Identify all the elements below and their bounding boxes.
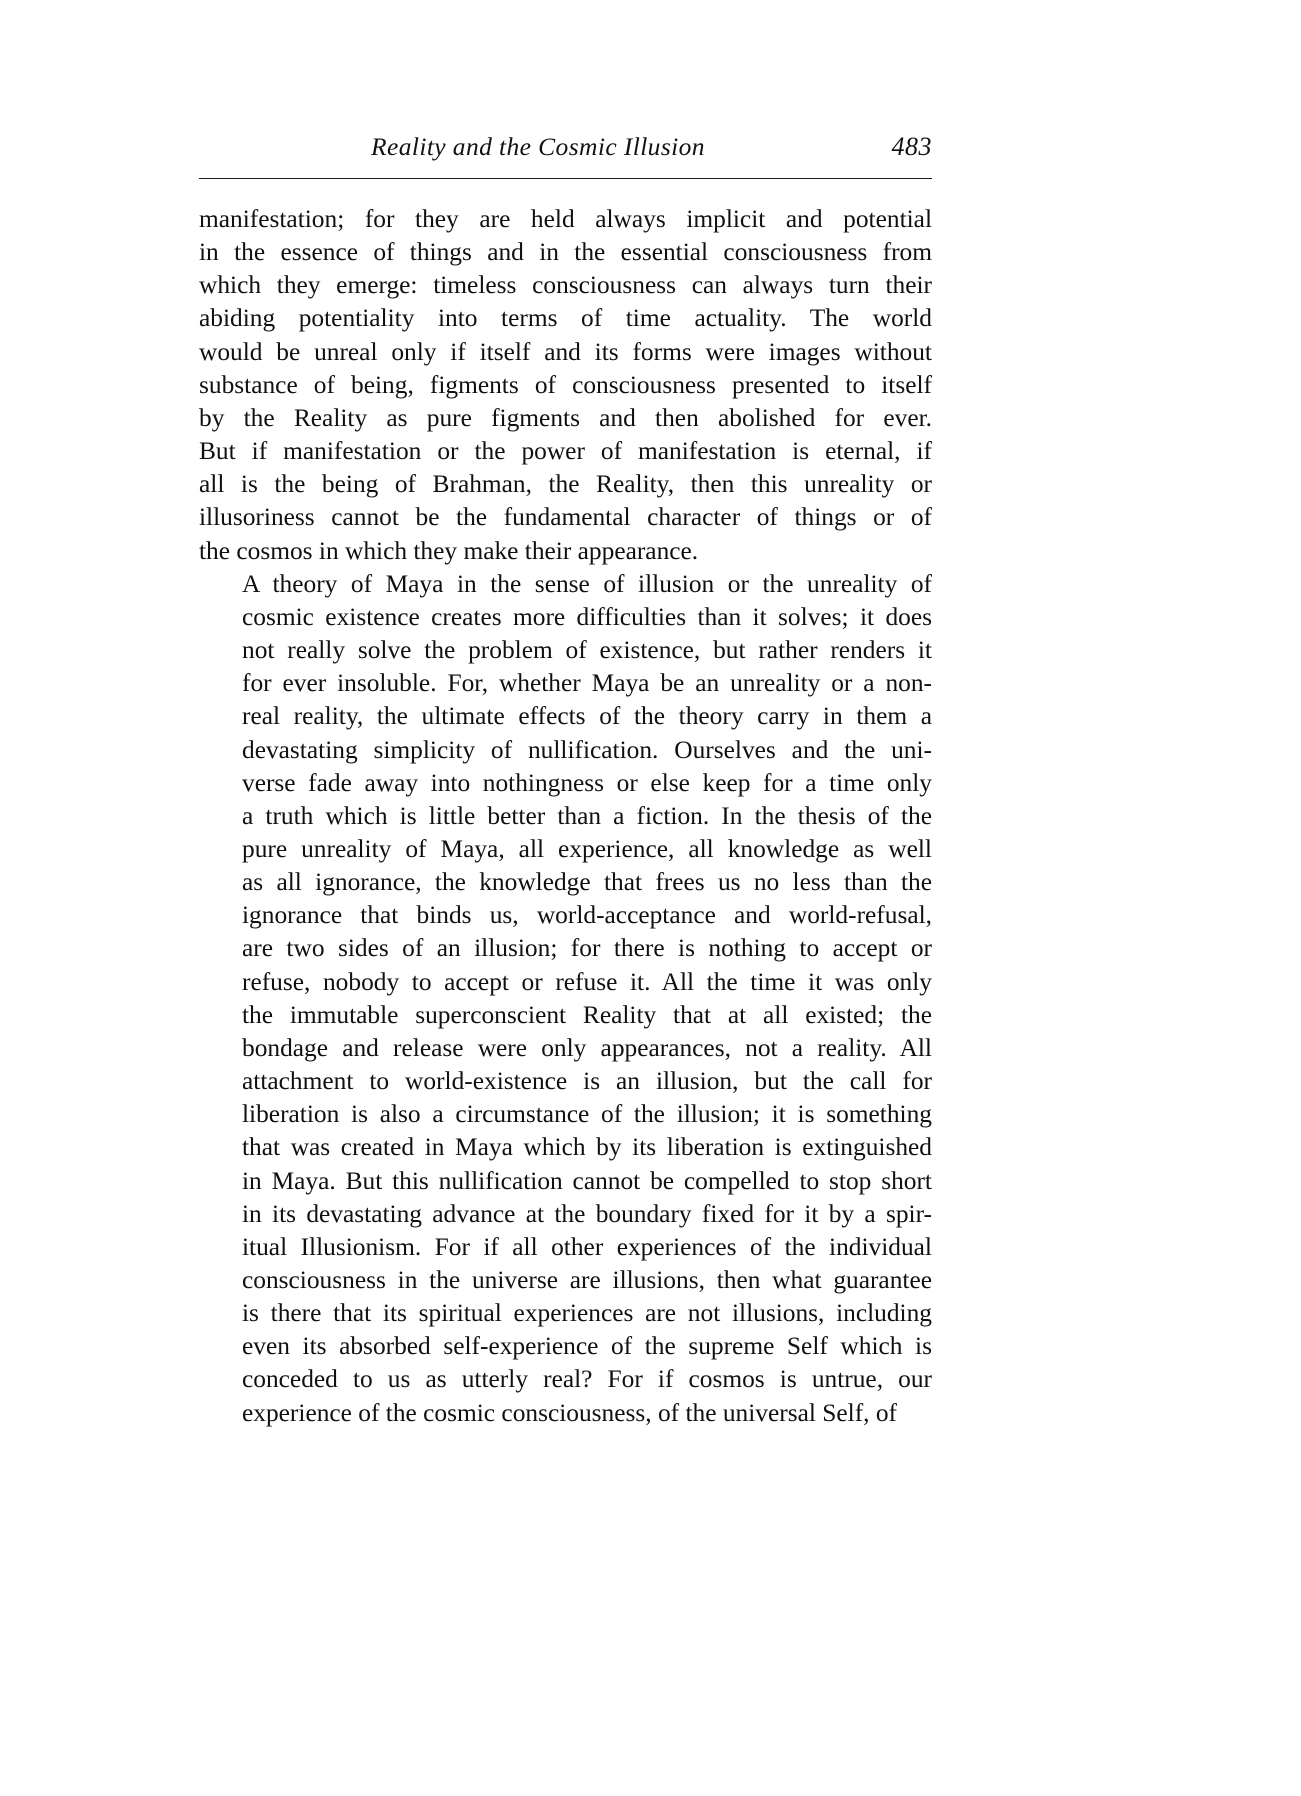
text-line: even its absorbed self-experience of the supreme Self which is — [242, 1332, 932, 1361]
text-line: would be unreal only if itself and its forms were images without — [199, 337, 932, 366]
header-rule — [199, 178, 932, 179]
text-line: ignorance that binds us, world-acceptance and world-refusal, — [242, 901, 932, 930]
text-line: as all ignorance, the knowledge that frees us no less than the — [242, 868, 932, 897]
text-line: which they emerge: timeless consciousness can always turn their — [199, 271, 932, 300]
text-line: a truth which is little better than a fiction. In the thesis of the — [242, 801, 932, 830]
text-line: that was created in Maya which by its liberation is extinguished — [242, 1133, 932, 1162]
text-line: in Maya. But this nullification cannot be compelled to stop short — [242, 1166, 932, 1195]
text-line: devastating simplicity of nullification. Ourselves and the uni- — [242, 735, 932, 764]
text-line: for ever insoluble. For, whether Maya be an unreality or a non- — [242, 669, 932, 698]
text-line: bondage and release were only appearances, not a reality. All — [242, 1033, 932, 1062]
running-head — [199, 132, 932, 162]
text-line: attachment to world-existence is an illusion, but the call for — [242, 1067, 932, 1096]
text-line: in the essence of things and in the essential consciousness from — [199, 238, 932, 267]
text-line: all is the being of Brahman, the Reality, then this unreality or — [199, 470, 932, 499]
text-line: liberation is also a circumstance of the illusion; it is something — [242, 1100, 932, 1129]
text-line: the immutable superconscient Reality that at all existed; the — [242, 1000, 932, 1029]
text-line: by the Reality as pure figments and then abolished for ever. — [199, 403, 932, 432]
text-line: manifestation; for they are held always implicit and potential — [199, 205, 932, 233]
text-line: A theory of Maya in the sense of illusion or the unreality of — [242, 569, 932, 598]
text-line: abiding potentiality into terms of time actuality. The world — [199, 304, 932, 333]
text-line: illusoriness cannot be the fundamental character of things or of — [199, 503, 932, 532]
page-number: 483 — [891, 132, 932, 161]
text-line: real reality, the ultimate effects of the theory carry in them a — [242, 702, 932, 731]
running-head-title: Reality and the Cosmic Illusion — [371, 132, 705, 161]
paragraph-1 — [199, 203, 932, 568]
text-line: verse fade away into nothingness or else keep for a time only — [242, 768, 932, 797]
text-line: refuse, nobody to accept or refuse it. All the time it was only — [242, 967, 932, 996]
text-line: the cosmos in which they make their appearance. — [199, 536, 699, 565]
text-line: conceded to us as utterly real? For if cosmos is untrue, our — [242, 1365, 932, 1394]
text-line: pure unreality of Maya, all experience, all knowledge as well — [242, 834, 932, 863]
text-line: itual Illusionism. For if all other experiences of the individual — [242, 1232, 932, 1261]
text-line: substance of being, figments of consciousness presented to itself — [199, 370, 932, 399]
text-line: is there that its spiritual experiences are not illusions, including — [242, 1299, 932, 1328]
text-line: experience of the cosmic consciousness, of the universal Self, of — [242, 1398, 898, 1427]
text-line: not really solve the problem of existence, but rather renders it — [242, 636, 932, 665]
body-text-block — [199, 203, 932, 1430]
paragraph-2 — [199, 568, 932, 1430]
text-line: But if manifestation or the power of manifestation is eternal, if — [199, 437, 932, 466]
text-line: in its devastating advance at the boundary fixed for it by a spir- — [242, 1199, 932, 1228]
text-line: consciousness in the universe are illusions, then what guarantee — [242, 1266, 932, 1294]
text-line: cosmic existence creates more difficulties than it solves; it does — [242, 602, 932, 631]
text-line: are two sides of an illusion; for there is nothing to accept or — [242, 934, 932, 963]
